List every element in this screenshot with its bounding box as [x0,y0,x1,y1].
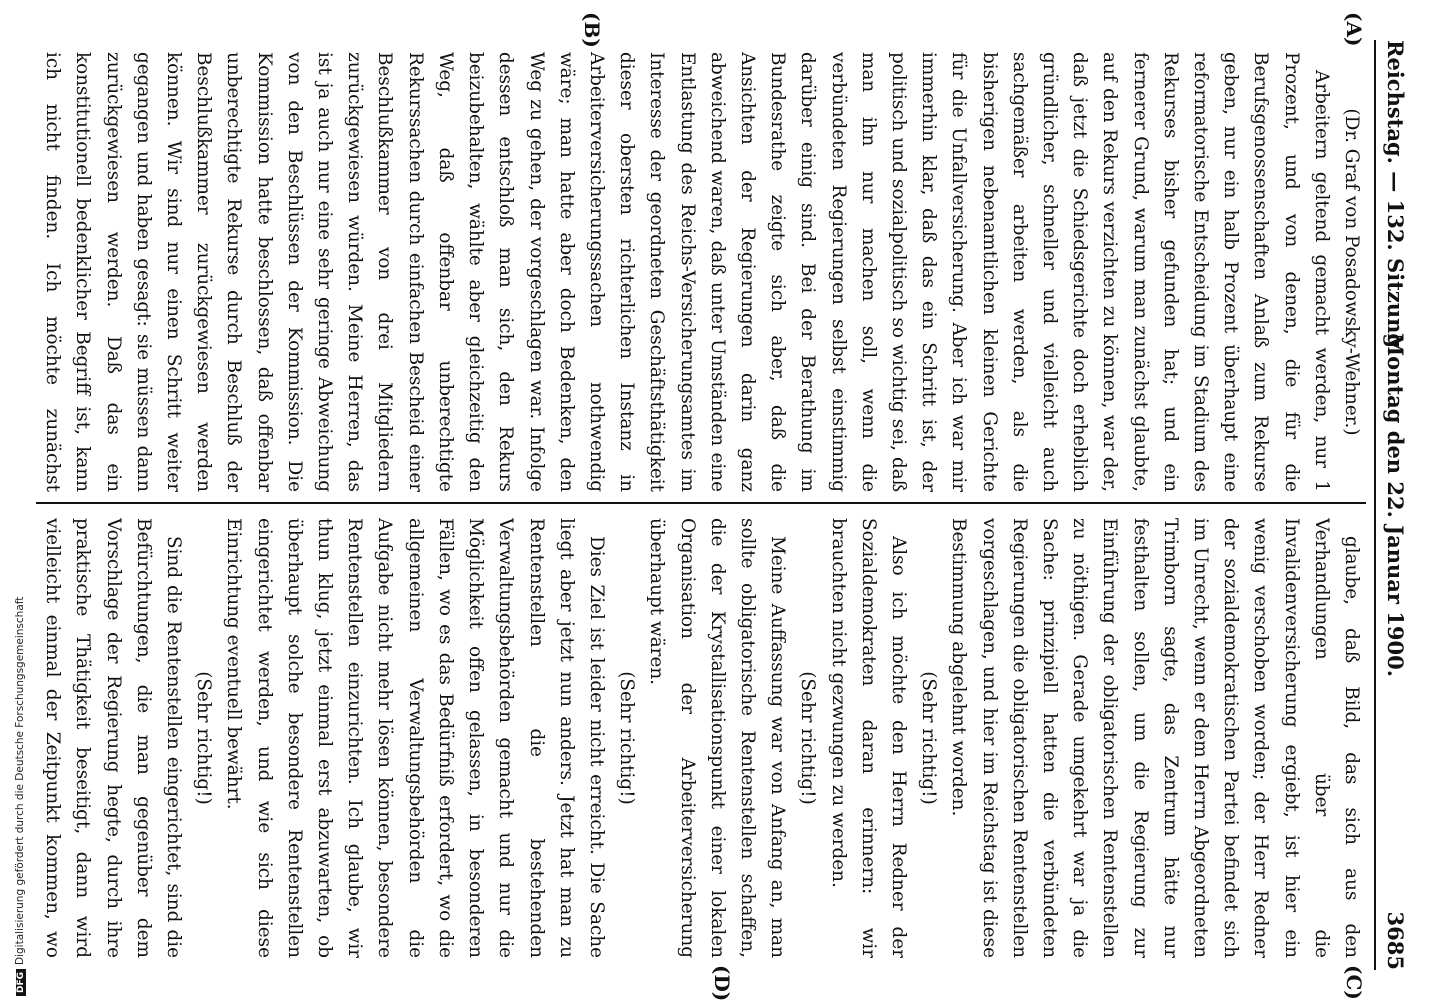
paragraph: Meine Auffassung war von Anfang an, man sollte obligatorische Rentenstellen schaffen, die der Krystallisationspunkt einer lokalen Organisation der Arbeiterversicherung überhaupt wären. [646,518,789,958]
header-session: Reichstag. — 132. Sitzung. [1383,40,1409,356]
digitization-footer [0,0,26,1000]
interjection: (Sehr richtig!) [797,671,819,805]
right-column [36,518,1366,958]
dfg-logo: DFG [16,969,26,996]
margin-mark-d: (D) [710,965,734,1001]
paragraph: Dies Ziel ist leider nicht erreicht. Die Sache liegt aber jetzt nun anders. Jetzt hat man zu Rentenstellen die bestehenden Verwaltungsbehörden gemacht und nur die Möglichkeit offen gelassen, in besonderen Fällen, wo es das Bedürfniß erfordert, wo die allgemeinen Verwaltungsbehörden die Aufgabe nicht mehr lösen können, besondere Rentenstellen einzurichten. Ich glaube, wir thun klug, jetzt einmal erst abzuwarten, ob überhaupt solche besondere Rentenstellen eingerichtet werden, und wie sich diese Einrichtung eventuell bewährt. [223,518,607,958]
column-divider [36,502,1366,504]
margin-mark-b: (B) [580,12,604,48]
margin-mark-c: (C) [1342,965,1366,1000]
interjection: (Sehr richtig!) [193,671,215,805]
page-number: 3685 [1383,911,1409,970]
header-date: Montag den 22. Januar 1900. [1383,332,1409,678]
paragraph: Sind die Rentenstellen eingerichtet, sind die Befürchtungen, die man gegenüber dem Vorschlage der Regierung hegte, durch ihre praktische Thätigkeit beseitigt, dann wird vielleicht einmal der Zeitpunkt kommen, wo [42,518,185,958]
header-rule [1374,40,1376,970]
margin-mark-a: (A) [1342,12,1366,47]
paragraph: glaube, daß Bild, das sich aus den Verhandlungen über die Invalidenversicherung ergiebt, ist hier ein wenig verschoben worden; der Herr Redner der sozialdemokratischen Partei befindet sich im Unrecht, wenn er dem Herrn Abgeordneten Trimborn sagte, das Zentrum hätte nur festhalten sollen, um die Regierung zur Einführung der obligatorischen Rentenstellen zu nöthigen. Gerade umgekehrt war ja die Sache: prinzipiell hatten die verbündeten Regierungen die obligatorischen Rentenstellen vorgeschlagen, und hier im Reichstag ist diese Bestimmung abgelehnt worden. [948,518,1362,958]
paragraph: Also ich möchte den Herrn Redner der Sozialdemokraten daran erinnern: wir brauchten nicht gezwungen zu werden. [827,518,909,958]
interjection: (Sehr richtig!) [616,671,638,805]
page-header [1376,40,1416,970]
paragraph: Arbeitern geltend gemacht werden, nur 1 Prozent, und von denen, die für die Berufsgenossenschaften Anlaß zum Rekurse geben, nur ein halb Prozent überhaupt eine reformatorische Entscheidung im Stadium des Rekurses bisher gefunden hat; und ein fernerer Grund, warum man zunächst glaubte, auf den Rekurs verzichten zu können, war der, daß jetzt die Schiedsgerichte doch erheblich gründlicher, schneller und vielleicht auch sachgemäßer arbeiten werden, als die bisherigen nebenamtlichen kleinen Gerichte für die Unfallversicherung. Aber ich war mir immerhin klar, daß das ein Schritt ist, der politisch und sozialpolitisch so wichtig sei, daß man ihn nur machen soll, wenn die verbündeten Regierungen selbst einstimmig darüber einig sind. Bei der Berathung im Bundesrathe zeigte sich aber, daß die Ansichten der Regierungen darin ganz abweichend waren, daß unter Umständen eine Entlastung des Reichs-Versicherungsamtes im Interesse der geordneten Geschäftsthätigkeit dieser obersten richterlichen Instanz in Arbeiterversicherungssachen nothwendig wäre; man hatte aber doch Bedenken, den Weg zu gehen, der vorgeschlagen war. Infolge dessen entschloß man sich, den Rekurs beizubehalten, wählte aber gleichzeitig den Weg, daß offenbar unberechtigte Rekurssachen durch einfachen Bescheid einer Beschlußkammer von drei Mitgliedern zurückgewiesen würden. Meine Herren, das ist ja auch nur eine sehr geringe Abweichung von den Beschlüssen der Kommission. Die Kommission hatte beschlossen, daß offenbar unberechtigte Rekurse durch Beschluß der Beschlußkammer zurückgewiesen werden können. Wir sind nur einen Schritt weiter gegangen und haben gesagt: sie müssen dann zurückgewiesen werden. Daß das ein konstitutionell bedenklicher Begriff ist, kann ich nicht finden. Ich möchte zunächst [42,52,1332,492]
left-column [36,52,1366,492]
interjection: (Sehr richtig!) [918,671,940,805]
speaker-heading: (Dr. Graf von Posadowsky-Wehner.) [1341,108,1362,436]
footer-credit: Digitalisierung gefördert durch die Deutsche Forschungsgemeinschaft [14,596,26,965]
